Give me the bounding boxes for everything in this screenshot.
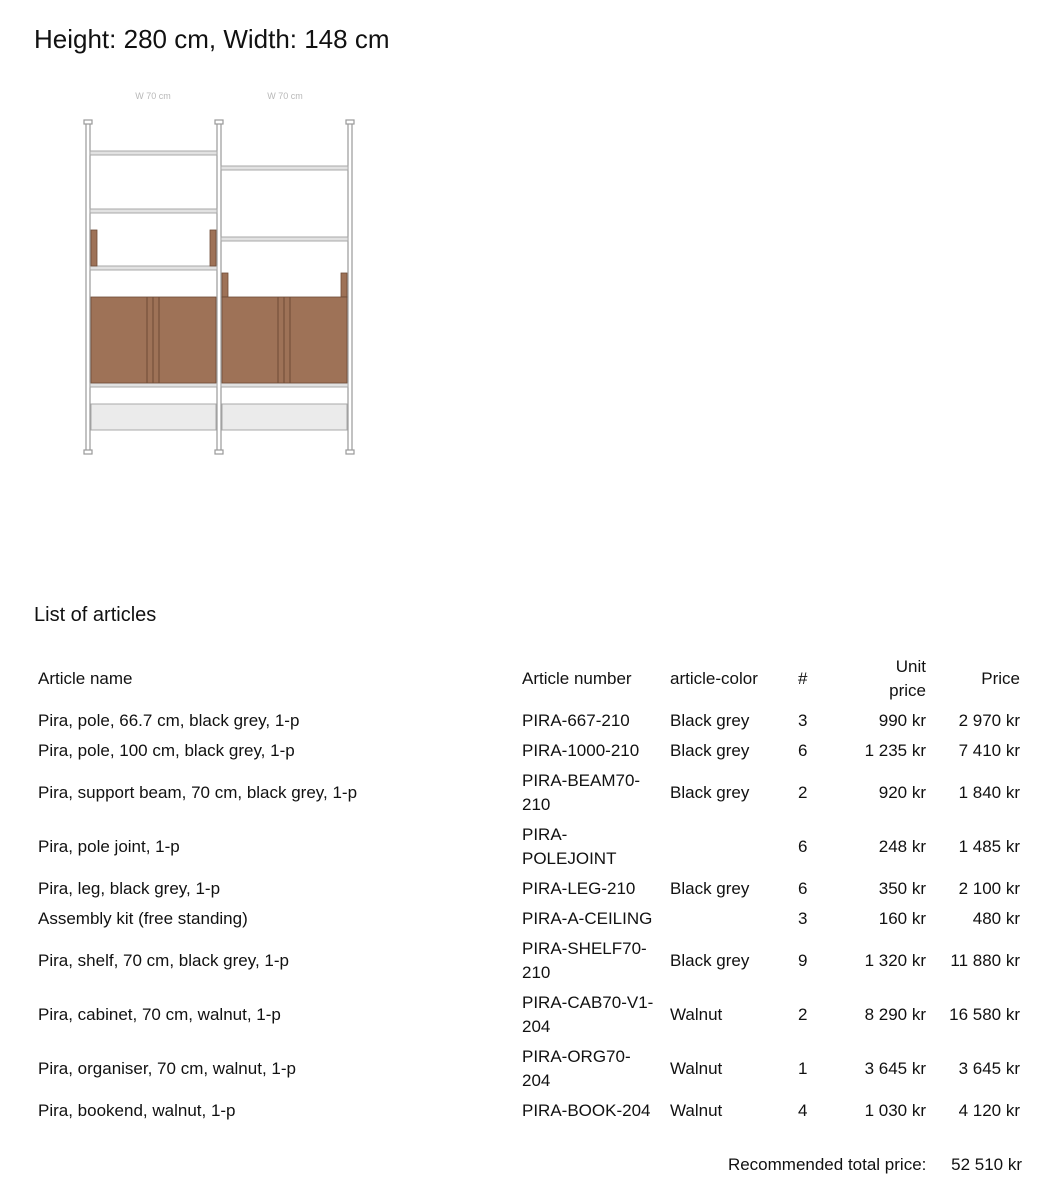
table-row xyxy=(30,766,1028,820)
column-header-price: Price xyxy=(981,669,1020,688)
pole-left xyxy=(86,122,90,452)
table-row xyxy=(30,1042,1028,1096)
bookend xyxy=(341,273,347,297)
article-quantity: 6 xyxy=(798,837,808,856)
article-quantity: 2 xyxy=(798,1005,808,1024)
article-price: 11 880 kr xyxy=(950,951,1020,970)
article-color: Black grey xyxy=(670,741,750,760)
article-unit-price: 1 320 kr xyxy=(864,951,926,970)
article-price: 2 970 kr xyxy=(958,711,1020,730)
article-quantity: 2 xyxy=(798,783,808,802)
column-header-unit-price: Unit price xyxy=(889,657,926,700)
cabinet-right xyxy=(222,297,347,383)
table-row xyxy=(30,820,1028,874)
article-unit-price: 990 kr xyxy=(878,711,926,730)
article-number: PIRA-BEAM70-210 xyxy=(522,771,641,814)
article-quantity: 9 xyxy=(798,951,808,970)
shelf xyxy=(90,266,217,270)
cabinet-left xyxy=(91,297,216,383)
leg-foot-right xyxy=(346,450,354,454)
table-header-row xyxy=(30,652,1028,706)
article-unit-price: 920 kr xyxy=(878,783,926,802)
bookend xyxy=(91,230,97,266)
article-number: PIRA-CAB70-V1-204 xyxy=(522,993,654,1036)
article-quantity: 1 xyxy=(798,1059,808,1078)
article-unit-price: 1 030 kr xyxy=(864,1101,926,1120)
pole-right xyxy=(348,122,352,452)
drawer xyxy=(91,404,216,430)
table-row xyxy=(30,904,1028,934)
article-quantity: 6 xyxy=(798,741,808,760)
article-number: PIRA-BOOK-204 xyxy=(522,1101,651,1120)
article-quantity: 3 xyxy=(798,711,808,730)
article-unit-price: 1 235 kr xyxy=(864,741,926,760)
article-number: PIRA-667-210 xyxy=(522,711,630,730)
article-quantity: 3 xyxy=(798,909,808,928)
article-number: PIRA-LEG-210 xyxy=(522,879,636,898)
article-number: PIRA-POLEJOINT xyxy=(522,825,617,868)
article-price: 3 645 kr xyxy=(958,1059,1020,1078)
total-price-line xyxy=(728,1153,1022,1177)
article-unit-price: 8 290 kr xyxy=(864,1005,926,1024)
article-price: 480 kr xyxy=(972,909,1020,928)
page-title: Height: 280 cm, Width: 148 cm xyxy=(34,24,390,54)
article-name: Pira, pole, 66.7 cm, black grey, 1-p xyxy=(38,711,300,730)
table-row xyxy=(30,1096,1028,1126)
shelf xyxy=(90,209,217,213)
article-color: Black grey xyxy=(670,879,750,898)
article-color xyxy=(662,904,788,934)
column-header-quantity: # xyxy=(798,669,808,688)
pole-cap-top-middle xyxy=(215,120,223,124)
article-name: Pira, pole joint, 1-p xyxy=(38,837,180,856)
article-number: PIRA-ORG70-204 xyxy=(522,1047,631,1090)
article-color: Black grey xyxy=(670,951,750,970)
article-quantity: 6 xyxy=(798,879,808,898)
article-price: 1 485 kr xyxy=(958,837,1020,856)
section-width-label-left: W 70 cm xyxy=(135,91,171,101)
article-color: Walnut xyxy=(670,1101,723,1120)
article-price: 16 580 kr xyxy=(949,1005,1020,1024)
column-header-article-name: Article name xyxy=(38,669,133,688)
table-row xyxy=(30,988,1028,1042)
leg-foot-left xyxy=(84,450,92,454)
article-color: Walnut xyxy=(670,1005,723,1024)
pole-cap-top-right xyxy=(346,120,354,124)
total-price-label: Recommended total price: xyxy=(727,1155,927,1174)
article-name: Pira, cabinet, 70 cm, walnut, 1-p xyxy=(38,1005,281,1024)
article-name: Pira, bookend, walnut, 1-p xyxy=(38,1101,236,1120)
pole-cap-top-left xyxy=(84,120,92,124)
article-price: 4 120 kr xyxy=(958,1101,1020,1120)
article-name: Pira, leg, black grey, 1-p xyxy=(38,879,221,898)
table-row xyxy=(30,874,1028,904)
column-header-article-number: Article number xyxy=(522,669,632,688)
article-number: PIRA-SHELF70-210 xyxy=(522,939,647,982)
total-price-value: 52 510 kr xyxy=(951,1155,1022,1174)
table-row xyxy=(30,736,1028,766)
drawer xyxy=(222,404,347,430)
article-number: PIRA-1000-210 xyxy=(522,741,640,760)
article-color xyxy=(662,820,788,874)
bookend xyxy=(210,230,216,266)
article-color: Black grey xyxy=(670,711,750,730)
article-name: Pira, pole, 100 cm, black grey, 1-p xyxy=(38,741,295,760)
article-color: Walnut xyxy=(670,1059,723,1078)
support-beam xyxy=(90,383,217,387)
article-price: 1 840 kr xyxy=(958,783,1020,802)
article-unit-price: 160 kr xyxy=(878,909,926,928)
support-beam xyxy=(221,383,348,387)
table-row xyxy=(30,706,1028,736)
shelf-configuration-drawing xyxy=(60,80,400,470)
table-row xyxy=(30,934,1028,988)
leg-foot-middle xyxy=(215,450,223,454)
article-name: Pira, organiser, 70 cm, walnut, 1-p xyxy=(38,1059,296,1078)
shelf xyxy=(221,166,348,170)
article-unit-price: 3 645 kr xyxy=(864,1059,926,1078)
article-quantity: 4 xyxy=(798,1101,808,1120)
article-price: 7 410 kr xyxy=(958,741,1020,760)
articles-table xyxy=(30,652,1028,1126)
article-name: Assembly kit (free standing) xyxy=(38,909,248,928)
article-price: 2 100 kr xyxy=(958,879,1020,898)
bookend xyxy=(222,273,228,297)
article-unit-price: 350 kr xyxy=(878,879,926,898)
shelf xyxy=(221,237,348,241)
article-color: Black grey xyxy=(670,783,750,802)
column-header-article-color: article-color xyxy=(670,669,758,688)
section-width-label-right: W 70 cm xyxy=(267,91,303,101)
article-number: PIRA-A-CEILING xyxy=(522,909,653,928)
article-name: Pira, shelf, 70 cm, black grey, 1-p xyxy=(38,951,290,970)
list-of-articles-heading: List of articles xyxy=(34,604,157,626)
article-unit-price: 248 kr xyxy=(878,837,926,856)
article-name: Pira, support beam, 70 cm, black grey, 1-p xyxy=(38,783,358,802)
pole-middle xyxy=(217,122,221,452)
shelf xyxy=(90,151,217,155)
